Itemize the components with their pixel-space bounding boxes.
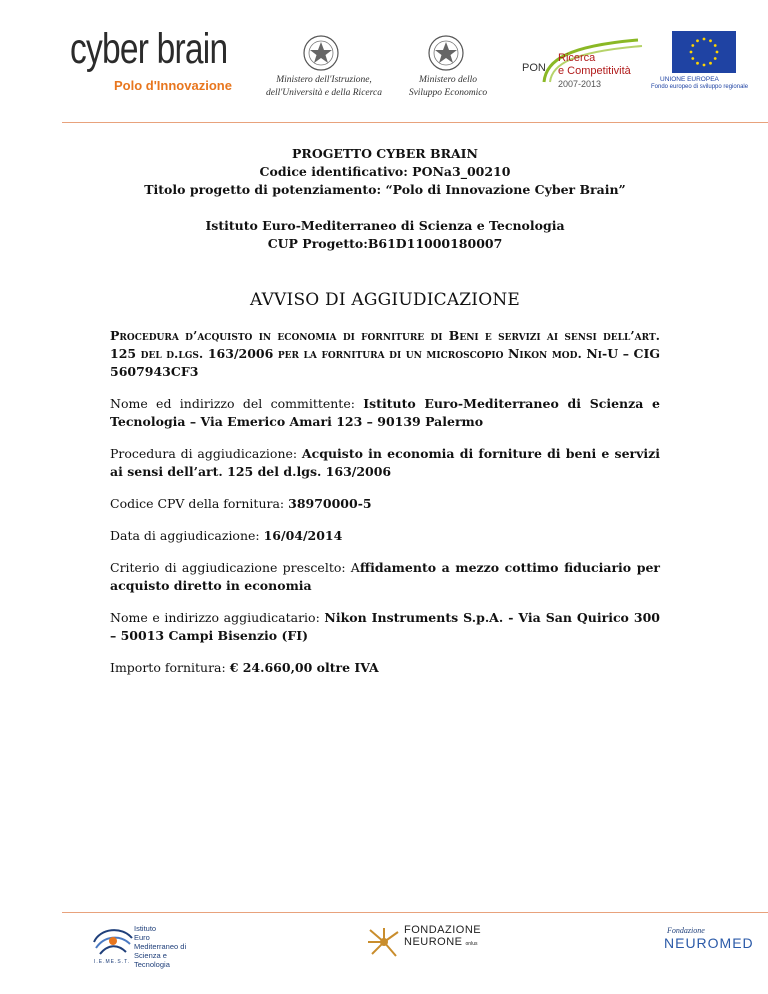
cyber-brain-tagline: Polo d'Innovazione bbox=[114, 78, 232, 93]
cyber-brain-logo bbox=[70, 25, 232, 98]
project-title: Titolo progetto di potenziamento: “Polo di Innovazione Cyber Brain” bbox=[144, 182, 626, 197]
fondazione-neurone-logo-icon bbox=[366, 926, 402, 960]
data-value: 16/04/2014 bbox=[263, 528, 343, 543]
eu-label: UNIONE EUROPEA bbox=[660, 76, 719, 83]
criterio-value: ffidamento a mezzo cottimo fiduciario per acquisto diretto in economia bbox=[110, 560, 660, 593]
field-cpv bbox=[110, 495, 660, 513]
criterio-label: Criterio di aggiudicazione prescelto: A bbox=[110, 560, 360, 575]
aggiudicatario-label: Nome e indirizzo aggiudicatario: bbox=[110, 610, 325, 625]
iemest-line1: Istituto bbox=[134, 924, 157, 933]
iemest-acronym: I.E.ME.S.T. bbox=[94, 959, 131, 965]
neurone-line1: FONDAZIONE bbox=[404, 924, 482, 936]
aggiudicatario-value: Nikon Instruments S.p.A. - Via San Quirico 300 – 50013 Campi Bisenzio (FI) bbox=[110, 610, 660, 643]
field-importo bbox=[110, 659, 660, 677]
procedura-value: Acquisto in economia di forniture di beni e servizi ai sensi dell’art. 125 del d.lgs. 163/2006 bbox=[110, 446, 660, 479]
procedure-description bbox=[110, 327, 660, 381]
document-body bbox=[110, 145, 660, 677]
italian-republic-emblem-2-icon bbox=[425, 32, 467, 74]
project-name: PROGETTO CYBER BRAIN bbox=[292, 146, 478, 161]
mise-line1: Ministero dello bbox=[419, 75, 477, 85]
field-procedura bbox=[110, 445, 660, 481]
procedure-text: Procedura d’acquisto in economia di forniture di Beni e servizi ai sensi dell’art. 125 del d.lgs. 163/2006 per la fornitura di un microscopio Nikon mod. Ni-U – CIG 5607943CF3 bbox=[110, 328, 660, 379]
mise-label bbox=[402, 74, 494, 100]
eu-flag-icon bbox=[672, 31, 736, 73]
iemest-text bbox=[134, 924, 186, 969]
pon-competitivita: e Competitività bbox=[558, 65, 631, 77]
miur-line1: Ministero dell'Istruzione, bbox=[276, 75, 372, 85]
neuromed-line2: NEUROMED bbox=[664, 935, 754, 951]
iemest-line5: Tecnologia bbox=[134, 960, 170, 969]
committente-label: Nome ed indirizzo del committente: bbox=[110, 396, 364, 411]
pon-label: PON bbox=[522, 62, 546, 74]
field-committente bbox=[110, 395, 660, 431]
procedura-label: Procedura di aggiudicazione: bbox=[110, 446, 302, 461]
institute-name: Istituto Euro-Mediterraneo di Scienza e Tecnologia bbox=[205, 218, 565, 233]
page-header bbox=[0, 0, 768, 122]
miur-label bbox=[258, 74, 390, 100]
iemest-line4: Scienza e bbox=[134, 951, 167, 960]
field-criterio bbox=[110, 559, 660, 595]
neuromed-line1: Fondazione bbox=[667, 926, 705, 935]
iemest-logo-icon bbox=[92, 924, 134, 958]
project-code: Codice identificativo: PONa3_00210 bbox=[259, 164, 511, 179]
cpv-label: Codice CPV della fornitura: bbox=[110, 496, 289, 511]
mise-line2: Sviluppo Economico bbox=[408, 88, 488, 98]
iemest-line2: Euro bbox=[134, 933, 150, 942]
cyber-brain-wordmark: cyber brain bbox=[70, 25, 228, 73]
field-aggiudicatario bbox=[110, 609, 660, 645]
cpv-value: 38970000-5 bbox=[288, 496, 372, 511]
pon-years: 2007-2013 bbox=[558, 79, 602, 89]
field-data bbox=[110, 527, 660, 545]
neurone-line2 bbox=[404, 937, 477, 950]
pon-logo bbox=[518, 32, 648, 98]
iemest-line3: Mediterraneo di bbox=[134, 942, 187, 951]
notice-title: AVVISO DI AGGIUDICAZIONE bbox=[249, 290, 521, 310]
header-divider bbox=[62, 122, 768, 123]
neurone-name: NEURONE bbox=[404, 936, 463, 948]
neurone-onlus: onlus bbox=[465, 941, 478, 947]
data-label: Data di aggiudicazione: bbox=[110, 528, 264, 543]
importo-label: Importo fornitura: bbox=[110, 660, 230, 675]
pon-ricerca: Ricerca bbox=[558, 52, 596, 64]
miur-line2: dell'Università e della Ricerca bbox=[266, 88, 382, 98]
cup-code: CUP Progetto:B61D11000180007 bbox=[267, 236, 503, 251]
italian-republic-emblem-icon bbox=[300, 32, 342, 74]
footer-divider bbox=[62, 912, 768, 913]
eu-fund-label: Fondo europeo di sviluppo regionale bbox=[651, 84, 749, 90]
committente-value: Istituto Euro-Mediterraneo di Scienza e Tecnologia – Via Emerico Amari 123 – 90139 Palermo bbox=[110, 396, 660, 429]
importo-value: € 24.660,00 oltre IVA bbox=[229, 660, 379, 675]
